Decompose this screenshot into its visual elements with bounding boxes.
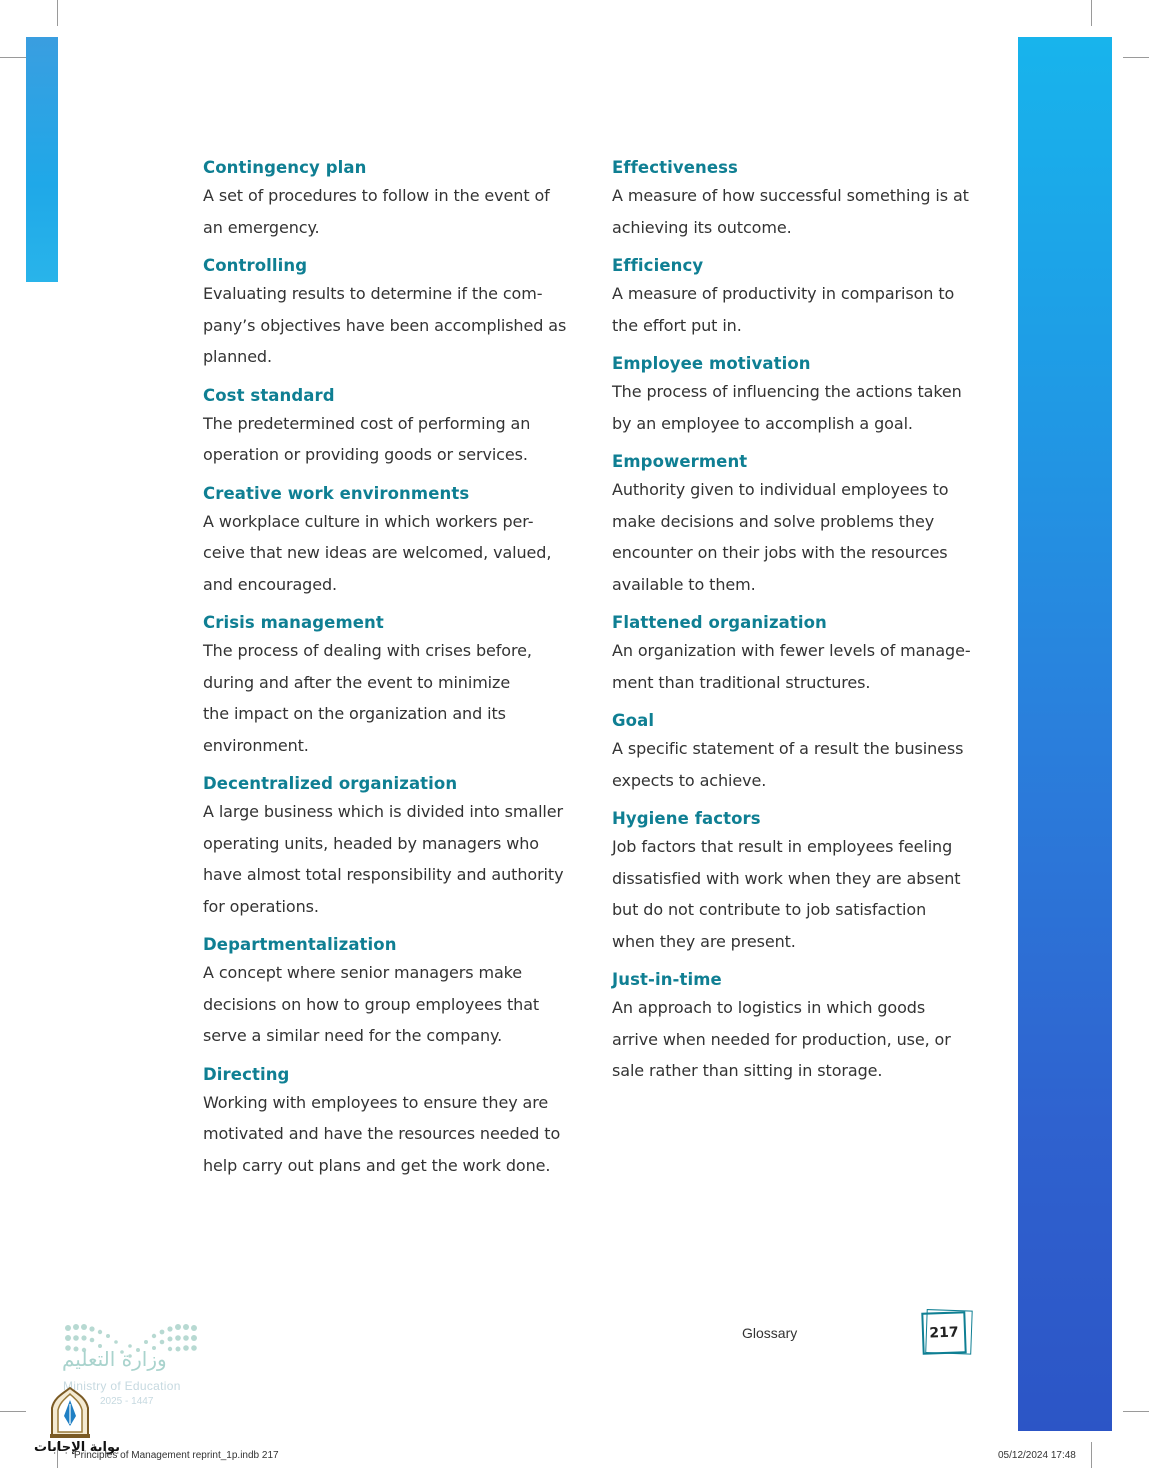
glossary-entry <box>612 611 978 698</box>
glossary-definition-line: The predetermined cost of performing an <box>203 413 531 433</box>
glossary-definition-line: operation or providing goods or services. <box>203 445 528 464</box>
glossary-term: Empowerment <box>612 452 748 471</box>
crop-mark <box>1123 57 1149 58</box>
print-date-info: 05/12/2024 17:48 <box>998 1450 1076 1461</box>
ministry-year: 2025 - 1447 <box>100 1396 154 1407</box>
glossary-definition-line: A specific statement of a result the business <box>612 739 964 758</box>
glossary-definition-line: help carry out plans and get the work done. <box>203 1155 551 1175</box>
glossary-entry <box>612 156 978 243</box>
glossary-definition-line: The process of dealing with crises before, <box>203 641 532 660</box>
glossary-definition-line: Working with employees to ensure they are <box>203 1092 549 1112</box>
glossary-definition-line: pany’s objectives have been accomplished as <box>203 315 567 335</box>
glossary-entry <box>203 254 573 373</box>
glossary-entry <box>203 611 573 761</box>
glossary-definition-line: An approach to logistics in which goods <box>612 998 926 1017</box>
glossary-definition-line: An organization with fewer levels of manage- <box>612 641 971 660</box>
crop-mark <box>0 57 26 58</box>
glossary-entry <box>203 933 573 1052</box>
glossary-term: Creative work environments <box>203 483 470 503</box>
crop-mark <box>57 0 58 26</box>
glossary-entry <box>203 384 573 471</box>
glossary-definition-line: Authority given to individual employees to <box>612 480 949 499</box>
glossary-term: Just-in-time <box>612 970 722 989</box>
glossary-definition-line: The process of influencing the actions taken <box>612 382 962 401</box>
footer-section-label: Glossary <box>742 1325 798 1341</box>
glossary-term: Flattened organization <box>612 613 827 632</box>
glossary-definition-line: planned. <box>203 347 272 366</box>
glossary-definition-line: arrive when needed for production, use, or <box>612 1029 951 1049</box>
ministry-arabic-name: وزارة التعليم <box>62 1347 167 1371</box>
glossary-definition-line: A measure of productivity in comparison to <box>612 284 955 303</box>
print-file-info: Principles of Management reprint_1p.indb 217 <box>74 1450 279 1461</box>
glossary-definition-line: motivated and have the resources needed to <box>203 1124 561 1143</box>
glossary-entry <box>612 807 978 957</box>
glossary-definition-line: decisions on how to group employees that <box>203 994 540 1014</box>
glossary-term: Crisis management <box>203 613 384 632</box>
glossary-term: Cost standard <box>203 385 335 405</box>
glossary-term: Employee motivation <box>612 354 811 373</box>
glossary-definition-line: ment than traditional structures. <box>612 672 871 692</box>
glossary-term: Hygiene factors <box>612 809 761 828</box>
left-accent-bar <box>26 37 58 282</box>
portal-watermark-text: بوابة الإجابات <box>34 1440 120 1455</box>
glossary-term: Decentralized organization <box>203 774 458 793</box>
glossary-definition-line: Job factors that result in employees feeling <box>612 837 953 856</box>
glossary-entry <box>203 156 573 243</box>
glossary-entry <box>612 254 978 341</box>
ministry-english-name: Ministry of Education <box>63 1379 181 1393</box>
glossary-term: Goal <box>612 711 655 730</box>
glossary-term: Departmentalization <box>203 935 397 954</box>
crop-mark <box>0 1411 26 1412</box>
glossary-definition-line: achieving its outcome. <box>612 217 792 237</box>
glossary-entry <box>203 1063 573 1182</box>
glossary-definition-line: dissatisfied with work when they are absent <box>612 868 961 888</box>
glossary-entry <box>203 482 573 601</box>
glossary-definition-line: Evaluating results to determine if the com- <box>203 284 543 303</box>
glossary-definition-line: available to them. <box>612 574 756 594</box>
glossary-entry <box>203 772 573 922</box>
glossary-definition-line: the impact on the organization and its <box>203 704 506 723</box>
glossary-term: Efficiency <box>612 256 704 275</box>
glossary-definition-line: and encouraged. <box>203 574 338 594</box>
glossary-left-column <box>203 156 573 1192</box>
glossary-definition-line: make decisions and solve problems they <box>612 511 935 531</box>
crop-mark <box>1091 0 1092 26</box>
glossary-term: Directing <box>203 1064 290 1084</box>
glossary-definition-line: A workplace culture in which workers per- <box>203 511 534 531</box>
crop-mark <box>1123 1411 1149 1412</box>
glossary-entry <box>612 709 978 796</box>
right-accent-bar <box>1018 37 1112 1431</box>
glossary-term: Effectiveness <box>612 158 738 177</box>
glossary-definition-line: have almost total responsibility and authority <box>203 865 564 884</box>
glossary-definition-line: ceive that new ideas are welcomed, valued, <box>203 543 552 562</box>
page-number-text: 217 <box>929 1324 959 1342</box>
glossary-definition-line: serve a similar need for the company. <box>203 1026 503 1045</box>
glossary-definition-line: when they are present. <box>612 931 796 951</box>
crop-mark <box>1091 1442 1092 1468</box>
glossary-definition-line: encounter on their jobs with the resources <box>612 543 948 562</box>
glossary-definition-line: A concept where senior managers make <box>203 963 523 982</box>
glossary-definition-line: during and after the event to minimize <box>203 672 511 692</box>
glossary-definition-line: A measure of how successful something is at <box>612 186 969 205</box>
glossary-definition-line: by an employee to accomplish a goal. <box>612 413 913 433</box>
glossary-right-column <box>612 156 978 1098</box>
glossary-definition-line: A set of procedures to follow in the event of <box>203 186 550 205</box>
glossary-entry <box>612 450 978 600</box>
glossary-term: Controlling <box>203 256 308 275</box>
glossary-definition-line: but do not contribute to job satisfaction <box>612 900 927 919</box>
page-number <box>921 1311 966 1355</box>
glossary-definition-line: the effort put in. <box>612 315 742 335</box>
glossary-definition-line: sale rather than sitting in storage. <box>612 1061 883 1080</box>
glossary-definition-line: A large business which is divided into smaller <box>203 802 563 821</box>
glossary-definition-line: an emergency. <box>203 217 320 237</box>
glossary-definition-line: operating units, headed by managers who <box>203 833 539 853</box>
glossary-definition-line: for operations. <box>203 896 319 916</box>
glossary-definition-line: environment. <box>203 735 309 755</box>
glossary-term: Contingency plan <box>203 158 367 177</box>
glossary-entry <box>612 968 978 1087</box>
glossary-entry <box>612 352 978 439</box>
glossary-definition-line: expects to achieve. <box>612 770 767 790</box>
lantern-pen-icon <box>46 1386 94 1440</box>
